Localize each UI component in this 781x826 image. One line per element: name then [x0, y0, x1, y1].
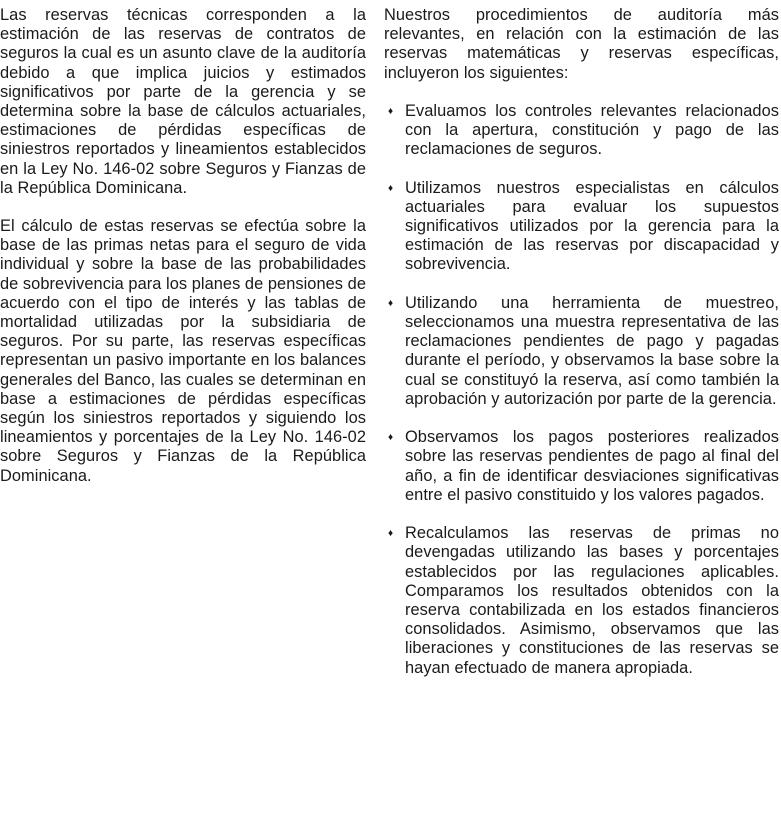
diamond-bullet-icon: ♦ [388, 105, 394, 117]
right-column [384, 6, 779, 697]
diamond-bullet-icon: ♦ [388, 297, 394, 309]
list-item [384, 524, 779, 678]
list-item [384, 294, 779, 409]
key-matter-paragraph: Las reservas técnicas corresponden a la estimación de las reservas de contratos de seguros la cual es un asunto clave de la auditoría debido a que implica juicios y estimados significativos por parte de la gerencia y se determina sobre la base de cálculos actuariales, estimaciones de pérdidas específicas de siniestros reportados y lineamientos establecidos en la Ley No. 146-02 sobre Seguros y Fianzas de la República Dominicana. [0, 6, 366, 197]
diamond-bullet-icon: ♦ [388, 432, 394, 444]
list-item-text: Utilizando una herramienta de muestreo, seleccionamos una muestra representativa de las reclamaciones pendientes de pago y pagadas durante el período, y observamos la base sobre la cual se constituyó la reserva, así como también la aprobación y autorización por parte de la gerencia. [405, 293, 779, 408]
list-item-text: Utilizamos nuestros especialistas en cálculos actuariales para evaluar los supuestos significativos utilizados por la gerencia para la estimación de las reservas por discapacidad y sobrevivencia. [405, 178, 779, 274]
list-item [384, 179, 779, 275]
calculation-paragraph: El cálculo de estas reservas se efectúa sobre la base de las primas netas para el seguro de vida individual y sobre la base de las probabilidades de sobrevivencia para los planes de pensiones de acuerdo con el tipo de interés y las tablas de mortalidad utilizadas por la subsidiaria de seguros. Por su parte, las reservas específicas representan un pasivo importante en los balances generales del Banco, las cuales se determinan en base a estimaciones de pérdidas específicas según los siniestros reportados y siguiendo los lineamientos y porcentajes de la Ley No. 146-02 sobre Seguros y Fianzas de la República Dominicana. [0, 217, 366, 485]
procedures-intro: Nuestros procedimientos de auditoría más relevantes, en relación con la estimación de las reservas matemáticas y reservas específicas, incluyeron los siguientes: [384, 6, 779, 82]
diamond-bullet-icon: ♦ [388, 528, 394, 540]
list-item-text: Evaluamos los controles relevantes relacionados con la apertura, constitución y pago de las reclamaciones de seguros. [405, 101, 779, 159]
left-column [0, 6, 366, 486]
list-item [384, 428, 779, 505]
diamond-bullet-icon: ♦ [388, 182, 394, 194]
list-item [384, 102, 779, 160]
procedures-list [384, 102, 779, 678]
list-item-text: Observamos los pagos posteriores realizados sobre las reservas pendientes de pago al final del año, a fin de identificar desviaciones significativas entre el pasivo constituido y los valores pagados. [405, 428, 779, 504]
list-item-text: Recalculamos las reservas de primas no devengadas utilizando las bases y porcentajes establecidos por las regulaciones aplicables. Comparamos los resultados obtenidos con la reserva contabilizada en los estados financieros consolidados. Asimismo, observamos que las liberaciones y constituciones de las reservas se hayan efectuado de manera apropiada. [405, 524, 779, 677]
